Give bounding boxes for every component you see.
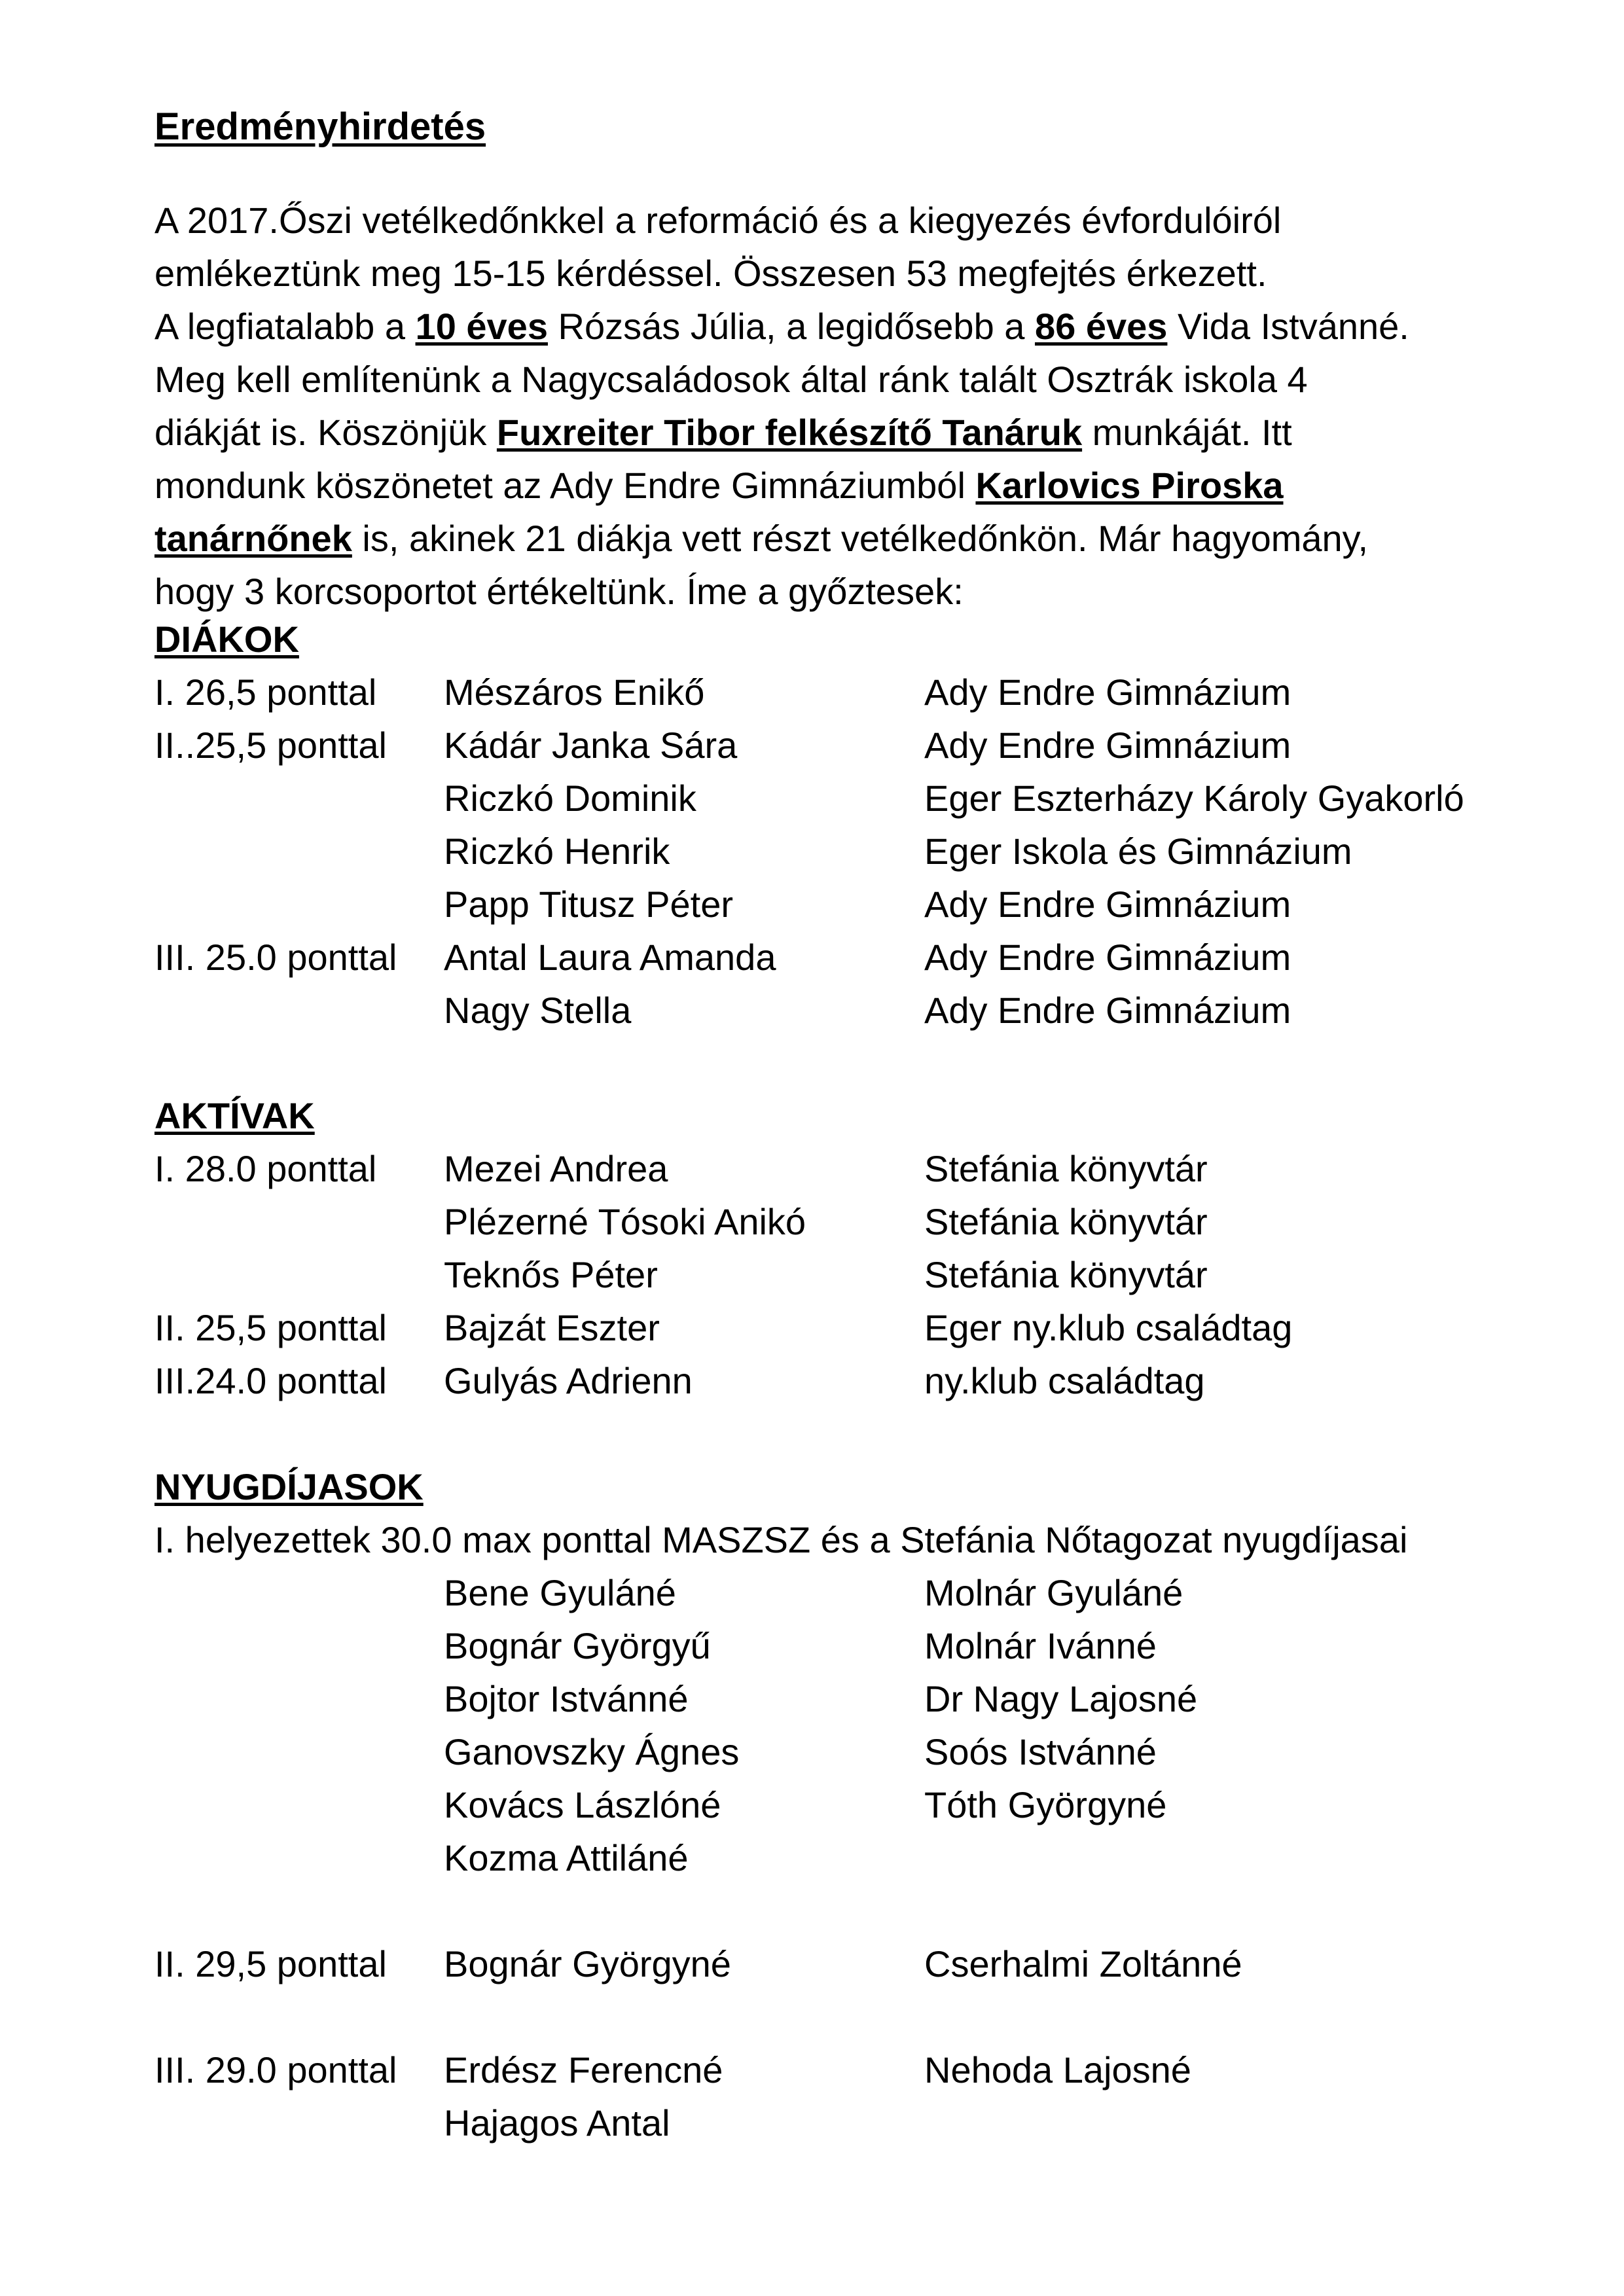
youngest-age: 10 éves	[415, 306, 548, 347]
intro-line: emlékeztünk meg 15-15 kérdéssel. Összesen 53 megfejtés érkezett.	[154, 253, 1267, 294]
organization: Ady Endre Gimnázium	[924, 884, 1291, 925]
person-name: Nagy Stella	[444, 990, 632, 1031]
person-name: Riczkó Henrik	[444, 831, 670, 872]
person-name: Kádár Janka Sára	[444, 725, 738, 766]
intro-text: Vida Istvánné.	[1167, 306, 1409, 347]
person-name: Erdész Ferencné	[444, 2049, 723, 2090]
intro-line: A 2017.Őszi vetélkedőnkkel a reformáció és a kiegyezés évfordulóiról	[154, 200, 1282, 241]
result-place: III. 25.0 ponttal	[154, 937, 397, 978]
organization: Eger Eszterházy Károly Gyakorló	[924, 778, 1464, 819]
organization: Stefánia könyvtár	[924, 1148, 1208, 1189]
organization: Cserhalmi Zoltánné	[924, 1943, 1242, 1984]
organization: Dr Nagy Lajosné	[924, 1678, 1198, 1719]
organization: Ady Endre Gimnázium	[924, 990, 1291, 1031]
result-place: II. 29,5 ponttal	[154, 1943, 387, 1984]
person-name: Riczkó Dominik	[444, 778, 696, 819]
result-place: I. 26,5 ponttal	[154, 672, 377, 713]
person-name: Hajagos Antal	[444, 2102, 670, 2144]
intro-line	[154, 406, 1621, 459]
intro-text: mondunk köszönetet az Ady Endre Gimnáziumból	[154, 465, 976, 506]
organization: ny.klub családtag	[924, 1360, 1205, 1401]
person-name: Gulyás Adrienn	[444, 1360, 693, 1401]
organization: Stefánia könyvtár	[924, 1201, 1208, 1242]
person-name: Ganovszky Ágnes	[444, 1731, 740, 1772]
organization: Molnár Ivánné	[924, 1625, 1157, 1666]
organization: Tóth Györgyné	[924, 1784, 1167, 1825]
organization: Eger Iskola és Gimnázium	[924, 831, 1352, 872]
person-name: Antal Laura Amanda	[444, 937, 776, 978]
person-name: Bojtor Istvánné	[444, 1678, 689, 1719]
person-name: Kovács Lászlóné	[444, 1784, 721, 1825]
person-name: Teknős Péter	[444, 1254, 658, 1295]
organization: Eger ny.klub családtag	[924, 1307, 1293, 1348]
result-place: III. 29.0 ponttal	[154, 2049, 397, 2090]
intro-line	[154, 512, 1621, 565]
person-name: Mezei Andrea	[444, 1148, 668, 1189]
organization: Ady Endre Gimnázium	[924, 725, 1291, 766]
result-place: II..25,5 ponttal	[154, 725, 387, 766]
intro-line	[154, 300, 1621, 353]
person-name: Bene Gyuláné	[444, 1572, 676, 1613]
organization: Ady Endre Gimnázium	[924, 937, 1291, 978]
intro-text: diákját is. Köszönjük	[154, 412, 497, 453]
intro-line	[154, 459, 1621, 512]
result-place: II. 25,5 ponttal	[154, 1307, 387, 1348]
teacher-title: tanárnőnek	[154, 518, 352, 559]
intro-line: Meg kell említenünk a Nagycsaládosok által ránk talált Osztrák iskola 4	[154, 359, 1308, 400]
section-heading-diakok: DIÁKOK	[154, 619, 299, 660]
person-name: Bognár Györgyné	[444, 1943, 731, 1984]
person-name: Bajzát Eszter	[444, 1307, 660, 1348]
intro-text: Rózsás Júlia, a legidősebb a	[547, 306, 1035, 347]
result-place: III.24.0 ponttal	[154, 1360, 387, 1401]
first-place-line: I. helyezettek 30.0 max ponttal MASZSZ és a Stefánia Nőtagozat nyugdíjasai	[154, 1519, 1408, 1560]
organization: Ady Endre Gimnázium	[924, 672, 1291, 713]
person-name: Bognár Györgyű	[444, 1625, 711, 1666]
intro-text: munkáját. Itt	[1082, 412, 1292, 453]
organization: Molnár Gyuláné	[924, 1572, 1183, 1613]
intro-line: hogy 3 korcsoportot értékeltünk. Íme a győztesek:	[154, 571, 964, 612]
section-heading-nyugdijasok: NYUGDÍJASOK	[154, 1466, 424, 1507]
person-name: Kozma Attiláné	[444, 1837, 689, 1878]
result-place: I. 28.0 ponttal	[154, 1148, 377, 1189]
page-title: Eredményhirdetés	[154, 105, 486, 148]
teacher-name: Fuxreiter Tibor felkészítő Tanáruk	[496, 412, 1083, 453]
person-name: Plézerné Tósoki Anikó	[444, 1201, 806, 1242]
person-name: Papp Titusz Péter	[444, 884, 734, 925]
intro-paragraph	[154, 194, 1621, 618]
intro-text: A legfiatalabb a	[154, 306, 416, 347]
teacher-name-2: Karlovics Piroska	[975, 465, 1284, 506]
organization: Nehoda Lajosné	[924, 2049, 1191, 2090]
organization: Stefánia könyvtár	[924, 1254, 1208, 1295]
intro-text: is, akinek 21 diákja vett részt vetélkedőnkön. Már hagyomány,	[352, 518, 1369, 559]
organization: Soós Istvánné	[924, 1731, 1157, 1772]
person-name: Mészáros Enikő	[444, 672, 705, 713]
section-heading-aktivak: AKTÍVAK	[154, 1095, 315, 1136]
oldest-age: 86 éves	[1034, 306, 1168, 347]
